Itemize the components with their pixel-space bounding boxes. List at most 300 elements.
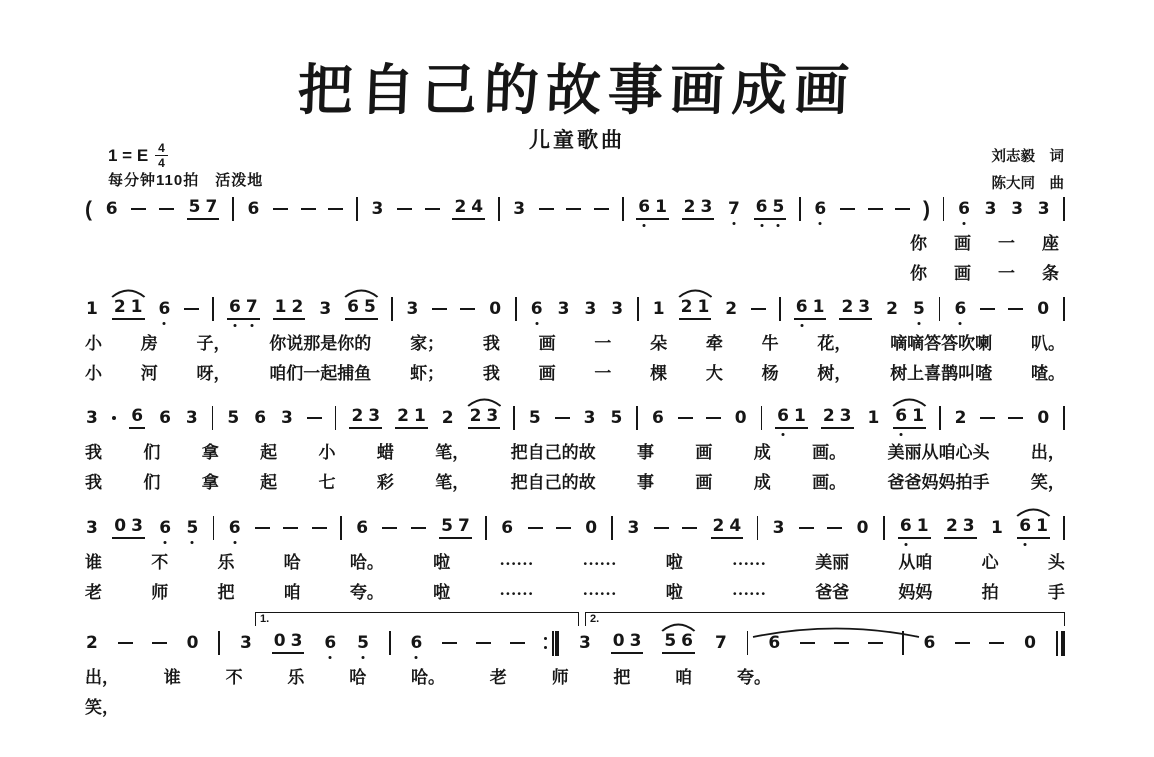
duration-dash (159, 208, 174, 210)
note-digit: 3 (513, 198, 526, 219)
lyrics-verse-2 (85, 467, 1065, 493)
note-digit: 6 (755, 196, 768, 217)
barline (389, 631, 391, 655)
note-digit: 2 (113, 296, 126, 317)
note-digit: 2 (441, 407, 454, 428)
lyric-segment: 事 (637, 472, 654, 492)
note-digit: 1 (1036, 515, 1048, 536)
lyric-segment: 不 (151, 552, 169, 572)
barline (883, 516, 885, 540)
lyric-segment: 杨 (761, 363, 779, 383)
lyric-segment: 座 (1042, 233, 1059, 253)
note-digit: 1 (912, 405, 924, 426)
lyric-segment: 大 (705, 363, 723, 383)
note-digit: 5 (772, 196, 785, 217)
music-system-3 (85, 403, 1065, 493)
note-digit: 5 (528, 407, 541, 428)
duration-dash (980, 308, 995, 310)
note-digit: 3 (583, 407, 596, 428)
note-digit: 4 (471, 196, 484, 217)
note-digit: 5 (227, 407, 240, 428)
barline (218, 631, 220, 655)
duration-dash (1008, 417, 1023, 419)
barline (939, 406, 941, 430)
note-digit: 3 (368, 405, 381, 426)
parenthesis: ) (923, 197, 931, 221)
note-digit: 0 (114, 515, 127, 536)
lyric-segment: 起 (260, 472, 278, 492)
beamed-slur-group (1017, 515, 1050, 539)
note-digit: 6 (795, 296, 808, 317)
note-digit: 5 (664, 630, 677, 651)
lyric-segment: 老 (489, 667, 507, 687)
note-digit: 3 (984, 198, 997, 219)
barline (779, 297, 781, 321)
note-digit: 3 (629, 630, 642, 651)
note-digit: 6 (410, 632, 423, 653)
note-digit: 3 (627, 517, 640, 538)
lyric-segment: 谁 (85, 552, 102, 572)
note-digit: 3 (584, 298, 597, 319)
note-digit: 3 (700, 196, 713, 217)
note-digit: 6 (254, 407, 267, 428)
lyric-segment: 拿 (201, 472, 219, 492)
lyric-segment: 条 (1042, 263, 1059, 283)
note-digit: 1 (991, 517, 1003, 538)
duration-dash (556, 527, 571, 529)
note-digit: 2 (86, 632, 98, 653)
duration-dash (432, 308, 447, 310)
beamed-group (611, 630, 644, 654)
lyrics-verse-2 (85, 258, 1065, 284)
lyric-segment: 头 (1047, 552, 1065, 572)
beamed-group (395, 405, 428, 429)
lyric-segment: 爸爸 (815, 582, 850, 602)
beamed-group (839, 296, 872, 320)
note-digit: 1 (413, 405, 426, 426)
duration-dash (255, 527, 270, 529)
lyric-segment: 画 (695, 442, 713, 462)
note-digit: 1 (86, 298, 98, 319)
duration-dash (307, 417, 322, 419)
lyric-segment: 画 (954, 263, 971, 283)
composer-credit: 陈大同 曲 (991, 175, 1064, 192)
barline (636, 406, 638, 430)
lyric-segment: 一 (998, 233, 1015, 253)
lyric-segment: 成 (753, 442, 771, 462)
note-digit: 7 (458, 515, 470, 536)
note-digit: 6 (899, 515, 912, 536)
time-signature (155, 142, 168, 169)
lyrics-verse-2 (85, 692, 1065, 718)
note-digit: 0 (585, 517, 598, 538)
note-digit: 2 (712, 515, 725, 536)
notation-row (85, 513, 1065, 543)
note-digit: 2 (680, 296, 693, 317)
note-digit: 6 (638, 196, 651, 217)
lyric-segment: 你 (910, 233, 927, 253)
note-digit: 1 (812, 296, 825, 317)
note-digit: 5 (186, 517, 199, 538)
lyric-segment: 画 (954, 233, 971, 253)
note-digit: 6 (681, 630, 694, 651)
lyric-segment: 乐 (287, 667, 305, 687)
lyric-segment: 哈。 (410, 667, 445, 687)
beamed-group (944, 515, 977, 539)
lyric-segment: 朵 (650, 333, 668, 353)
beamed-slur-group (679, 296, 712, 320)
volta-bracket-2 (585, 612, 1065, 626)
lyric-segment: 你 (910, 263, 927, 283)
repeat-barline (544, 631, 559, 656)
note-digit: 1 (794, 405, 806, 426)
note-digit: 6 (356, 517, 369, 538)
note-digit: 1 (697, 296, 710, 317)
note-digit: 6 (105, 198, 118, 219)
key-signature (108, 142, 168, 169)
lyric-segment: 一 (998, 263, 1015, 283)
note-digit: 0 (186, 632, 199, 653)
note-digit: 0 (734, 407, 747, 428)
lyric-segment: 乐 (217, 552, 235, 572)
lyric-segment: 我 (482, 333, 500, 353)
duration-dash (301, 208, 316, 210)
beamed-group (439, 515, 472, 539)
duration-dash (397, 208, 412, 210)
lyrics-verse-1 (85, 228, 1065, 254)
barline (391, 297, 393, 321)
beamed-slur-group (468, 405, 501, 429)
lyric-segment: 们 (143, 472, 161, 492)
barline (498, 197, 500, 221)
beamed-slur-group (345, 296, 378, 320)
beamed-group (711, 515, 744, 539)
note-digit: 3 (185, 407, 198, 428)
lyric-segment: 师 (151, 582, 169, 602)
barline (622, 197, 624, 221)
barline (611, 516, 613, 540)
note-digit: 2 (954, 407, 967, 428)
lyric-segment: 把自己的故 (510, 472, 596, 492)
lyric-segment: 心 (981, 552, 999, 572)
lyric-segment: …… (582, 580, 617, 599)
note-digit: 6 (131, 405, 144, 426)
lyric-segment: …… (582, 550, 617, 569)
lyrics-verse-2 (85, 577, 1065, 603)
duration-dash (273, 208, 288, 210)
lyric-segment: 拍 (981, 582, 999, 602)
beamed-slur-group (112, 296, 145, 320)
barline (232, 197, 234, 221)
lyric-segment: 哈 (349, 667, 367, 687)
barline (637, 297, 639, 321)
final-barline (1056, 631, 1065, 656)
note-digit: 2 (822, 405, 835, 426)
music-system-4 (85, 513, 1065, 603)
note-digit: 5 (441, 515, 453, 536)
lyric-segment: 一 (594, 333, 612, 353)
note-digit: 3 (772, 517, 785, 538)
beamed-slur-group (662, 630, 695, 654)
note-digit: 3 (290, 630, 303, 651)
lyric-segment: 把 (217, 582, 235, 602)
note-digit: 6 (159, 517, 172, 538)
duration-dash (989, 642, 1004, 644)
note-digit: 3 (1037, 198, 1050, 219)
note-digit: 1 (130, 296, 143, 317)
lyric-segment: 不 (225, 667, 243, 687)
note-digit: 3 (319, 298, 332, 319)
barline (212, 297, 214, 321)
lyric-segment: 房 (140, 333, 158, 353)
note-digit: 6 (228, 517, 241, 538)
song-subtitle: 儿童歌曲 (529, 129, 625, 152)
lyric-segment: 从咱 (898, 552, 933, 572)
duration-dash (800, 642, 815, 644)
lyric-segment: 把 (613, 667, 631, 687)
barline (943, 197, 945, 221)
lyric-segment: 画 (538, 363, 556, 383)
duration-dash (840, 208, 855, 210)
lyric-segment: 出， (1030, 442, 1065, 462)
barline (761, 406, 763, 430)
note-digit: 6 (777, 405, 789, 426)
lyric-segment: 叭。 (1030, 333, 1065, 353)
note-digit: 3 (406, 298, 419, 319)
tempo-marking: 每分钟110拍 活泼地 (108, 172, 264, 189)
barline (1063, 197, 1065, 221)
note-digit: 1 (652, 298, 665, 319)
lyric-segment: 棵 (650, 363, 668, 383)
duration-dash (868, 208, 883, 210)
duration-dash (1008, 308, 1023, 310)
lyric-segment: 彩 (376, 472, 394, 492)
note-digit: 2 (397, 405, 409, 426)
duration-dash (955, 642, 970, 644)
lyrics-verse-2 (85, 358, 1065, 384)
beamed-group (349, 405, 382, 429)
barline (485, 516, 487, 540)
duration-dash (895, 208, 910, 210)
note-digit: 3 (86, 517, 98, 538)
barline (939, 297, 941, 321)
note-digit: 5 (610, 407, 623, 428)
duration-dash (528, 527, 543, 529)
lyric-segment: 笑， (85, 697, 119, 717)
duration-dash (476, 642, 491, 644)
lyric-segment: 老 (85, 582, 102, 602)
volta-bracket-1 (255, 612, 579, 626)
lyric-segment: 画 (695, 472, 713, 492)
beamed-group (187, 196, 220, 220)
lyric-segment: 爸爸妈妈拍手 (887, 472, 990, 492)
lyrics-verse-1 (85, 437, 1065, 463)
lyric-segment: 谁 (163, 667, 181, 687)
note-digit: 2 (841, 296, 854, 317)
lyric-segment: 美丽从咱心头 (887, 442, 990, 462)
note-digit: 1 (655, 196, 667, 217)
note-digit: 7 (714, 632, 727, 653)
duration-dash (411, 527, 426, 529)
lyric-segment: 啦 (665, 582, 683, 602)
note-digit: 6 (954, 298, 967, 319)
volta-1-label: 1. (260, 613, 270, 625)
lyric-segment: 笔， (435, 472, 470, 492)
lyric-segment: 师 (551, 667, 569, 687)
lyric-segment: 哈。 (349, 552, 384, 572)
note-digit: 5 (364, 296, 376, 317)
lyric-segment: …… (731, 550, 766, 569)
note-digit: 2 (469, 405, 482, 426)
lyrics-verse-1 (85, 662, 771, 688)
beamed-group (682, 196, 715, 220)
duration-dash (706, 417, 721, 419)
note-digit: 2 (945, 515, 958, 536)
music-system-2 (85, 294, 1065, 384)
lyrics-verse-1 (85, 547, 1065, 573)
note-digit: 7 (205, 196, 218, 217)
duration-dash (442, 642, 457, 644)
duration-dash (654, 527, 669, 529)
note-digit: 0 (856, 517, 869, 538)
beamed-group (272, 630, 305, 654)
note-digit: 3 (86, 407, 98, 428)
note-digit: 7 (728, 198, 740, 219)
note-digit: 1 (916, 515, 929, 536)
lyric-segment: 小 (318, 442, 336, 462)
lyricist-credit: 刘志毅 词 (991, 149, 1064, 165)
barline (1063, 406, 1065, 430)
note-digit: 3 (486, 405, 499, 426)
duration-dash (827, 527, 842, 529)
duration-dash (131, 208, 146, 210)
duration-dash (118, 642, 133, 644)
note-digit: 0 (489, 298, 502, 319)
beamed-group (898, 515, 931, 539)
note-digit: 6 (895, 405, 908, 426)
note-digit: 5 (357, 632, 369, 653)
lyric-segment: 咱 (283, 582, 301, 602)
lyric-segment: 啦 (433, 582, 451, 602)
duration-dash (678, 417, 693, 419)
lyric-segment: 事 (637, 442, 654, 462)
music-system-1 (85, 194, 1065, 284)
duration-dash (868, 642, 883, 644)
barline (515, 297, 517, 321)
barline (356, 197, 358, 221)
note-digit: 3 (611, 298, 624, 319)
note-digit: 3 (557, 298, 570, 319)
lyric-segment: 笔， (435, 442, 470, 462)
barline (1063, 516, 1065, 540)
beamed-slur-group (893, 405, 926, 429)
notation-row (85, 403, 1065, 433)
note-digit: 3 (1011, 198, 1024, 219)
barline (212, 406, 214, 430)
duration-dash (555, 417, 570, 419)
beamed-group (775, 405, 808, 429)
note-digit: 6 (1019, 515, 1032, 536)
note-digit: 2 (725, 298, 738, 319)
lyric-segment: 画。 (812, 442, 847, 462)
barline (340, 516, 342, 540)
note-digit: 7 (245, 296, 258, 317)
lyric-segment: 哈 (283, 552, 301, 572)
duration-dash (184, 308, 199, 310)
duration-dash (751, 308, 766, 310)
barline (747, 631, 749, 655)
lyric-segment: 拿 (201, 442, 219, 462)
note-digit: 0 (1024, 632, 1036, 653)
note-digit: 3 (371, 198, 384, 219)
barline (213, 516, 215, 540)
note-digit: 6 (923, 632, 936, 653)
note-digit: 6 (228, 296, 241, 317)
note-digit: 3 (239, 632, 252, 653)
lyric-segment: 子， (196, 333, 231, 353)
note-digit: 1 (867, 407, 880, 428)
lyric-segment: 们 (143, 442, 161, 462)
lyric-segment: 树上喜鹊叫喳 (890, 363, 993, 383)
beamed-group (452, 196, 485, 220)
beamed-group (636, 196, 669, 220)
lyric-segment: 把自己的故 (510, 442, 596, 462)
lyric-segment: 呀， (196, 363, 231, 383)
lyric-segment: 家； (410, 333, 445, 353)
duration-dash (152, 642, 167, 644)
lyric-segment: 蜡 (376, 442, 394, 462)
note-digit: 3 (839, 405, 852, 426)
lyric-segment: 牵 (705, 333, 723, 353)
note-digit: 6 (768, 632, 781, 653)
duration-dash (425, 208, 440, 210)
note-digit: 1 (274, 296, 287, 317)
lyric-segment: 画 (538, 333, 556, 353)
note-digit: 3 (858, 296, 871, 317)
note-digit: 5 (188, 196, 201, 217)
notation-row (85, 294, 1065, 324)
note-digit: 6 (530, 298, 543, 319)
lyric-segment: 一 (594, 363, 612, 383)
beamed-group (821, 405, 854, 429)
volta-2-label: 2. (590, 613, 600, 625)
barline (1063, 297, 1065, 321)
lyric-segment: 夸。 (349, 582, 384, 602)
note-digit: 2 (886, 298, 898, 319)
barline (335, 406, 337, 430)
note-digit: 6 (814, 198, 827, 219)
duration-dash (834, 642, 849, 644)
lyric-segment: 嘀嘀答答吹喇 (890, 333, 993, 353)
duration-dash (566, 208, 581, 210)
lyric-segment: …… (499, 550, 534, 569)
lyric-segment: 小 (85, 363, 102, 383)
duration-dash (312, 527, 327, 529)
note-digit: 0 (1037, 407, 1050, 428)
lyric-segment: 你说那是你的 (269, 333, 372, 353)
lyric-segment: …… (499, 580, 534, 599)
duration-dash (799, 527, 814, 529)
augmentation-dot (112, 416, 117, 421)
duration-dash (382, 527, 397, 529)
note-digit: 5 (912, 298, 925, 319)
lyric-segment: 小 (85, 333, 102, 353)
note-digit: 2 (683, 196, 696, 217)
lyric-segment: 笑， (1030, 472, 1065, 492)
song-title: 把自己的故事画成画 (296, 60, 857, 121)
lyrics-verse-1 (85, 328, 1065, 354)
lyric-segment: 花， (817, 333, 852, 353)
